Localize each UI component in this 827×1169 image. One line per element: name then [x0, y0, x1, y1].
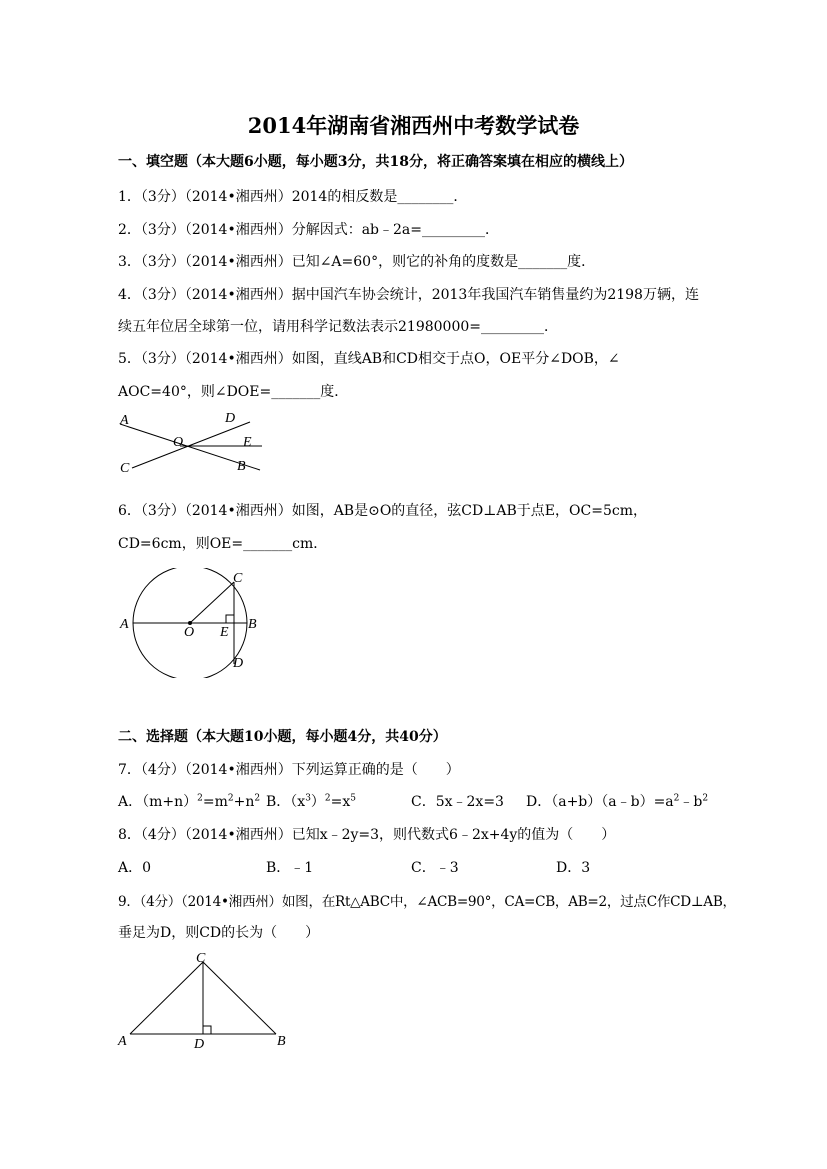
segment-ac [130, 962, 203, 1034]
right-angle-mark [226, 615, 234, 623]
label-o: O [173, 435, 184, 450]
page-title: 2014年湖南省湘西州中考数学试卷 [247, 113, 580, 138]
question-4-line2: 续五年位居全球第一位，请用科学记数法表示21980000=_________． [118, 319, 558, 335]
q8-option-b: B．﹣1 [266, 860, 314, 876]
label-e: E [220, 625, 229, 640]
question-4-line1: 4．（3分）（2014•湘西州）据中国汽车协会统计，2013年我国汽车销售量约为2198万辆，连 [118, 287, 699, 303]
label-a: A [118, 1034, 127, 1049]
question-1: 1．（3分）（2014•湘西州）2014的相反数是________． [118, 189, 468, 205]
q7-option-d: D．$(a+b)(a﹣b)=a^2﹣b^2$ [526, 793, 709, 810]
label-d: D [225, 411, 236, 426]
label-o: O [184, 625, 195, 640]
question-3: 3．（3分）（2014•湘西州）已知∠A=60°，则它的补角的度数是_______度． [118, 254, 596, 270]
label-c: C [196, 951, 206, 966]
q7-option-b: B．$(x^3)^2=x^5$ [266, 793, 357, 810]
label-d: D [194, 1037, 205, 1052]
section2-heading: 二、选择题（本大题10小题，每小题4分，共40分） [118, 729, 447, 745]
question-2: 2．（3分）（2014•湘西州）分解因式：ab﹣2a=_________． [118, 222, 499, 238]
label-a: A [120, 413, 129, 428]
label-c: C [233, 571, 243, 586]
figure-q5 [110, 404, 280, 484]
question-6-line1: 6．（3分）（2014•湘西州）如图，AB是⊙O的直径，弦CD⊥AB于点E，OC=5cm， [118, 503, 647, 519]
question-8: 8．（4分）（2014•湘西州）已知x﹣2y=3，则代数式6﹣2x+4y的值为（ ） [118, 827, 616, 843]
label-b: B [237, 459, 246, 474]
right-angle-mark [203, 1026, 211, 1034]
question-5-line1: 5．（3分）（2014•湘西州）如图，直线AB和CD相交于点O，OE平分∠DOB，∠ [118, 351, 620, 367]
label-a: A [120, 617, 129, 632]
section1-heading: 一、填空题（本大题6小题，每小题3分，共18分，将正确答案填在相应的横线上） [118, 154, 633, 170]
figure-q9 [112, 948, 292, 1052]
question-7: 7．（4分）（2014•湘西州）下列运算正确的是（ ） [118, 762, 460, 778]
segment-oc [190, 582, 234, 623]
label-c: C [120, 461, 130, 476]
label-b: B [277, 1034, 286, 1049]
question-9-line1: 9．（4分）（2014•湘西州）如图，在Rt△ABC中，∠ACB=90°，CA=CB，AB=2，过点C作CD⊥AB， [118, 894, 736, 910]
q7-option-a: A．$(m+n)^2=m^2+n^2$ [118, 793, 261, 810]
figure-q6 [112, 568, 272, 678]
label-d: D [233, 656, 244, 671]
question-5-line2: AOC=40°，则∠DOE=_______度． [118, 384, 349, 400]
label-b: B [248, 617, 257, 632]
q8-option-a: A．0 [118, 860, 152, 876]
q7-option-c: C．5x﹣2x=3 [411, 794, 504, 810]
q8-option-c: C．﹣3 [411, 860, 459, 876]
label-e: E [243, 435, 252, 450]
q8-option-d: D．3 [556, 860, 591, 876]
question-6-line2: CD=6cm，则OE=_______cm． [118, 536, 328, 552]
segment-cb [203, 962, 276, 1034]
question-9-line2: 垂足为D，则CD的长为（ ） [118, 925, 320, 941]
